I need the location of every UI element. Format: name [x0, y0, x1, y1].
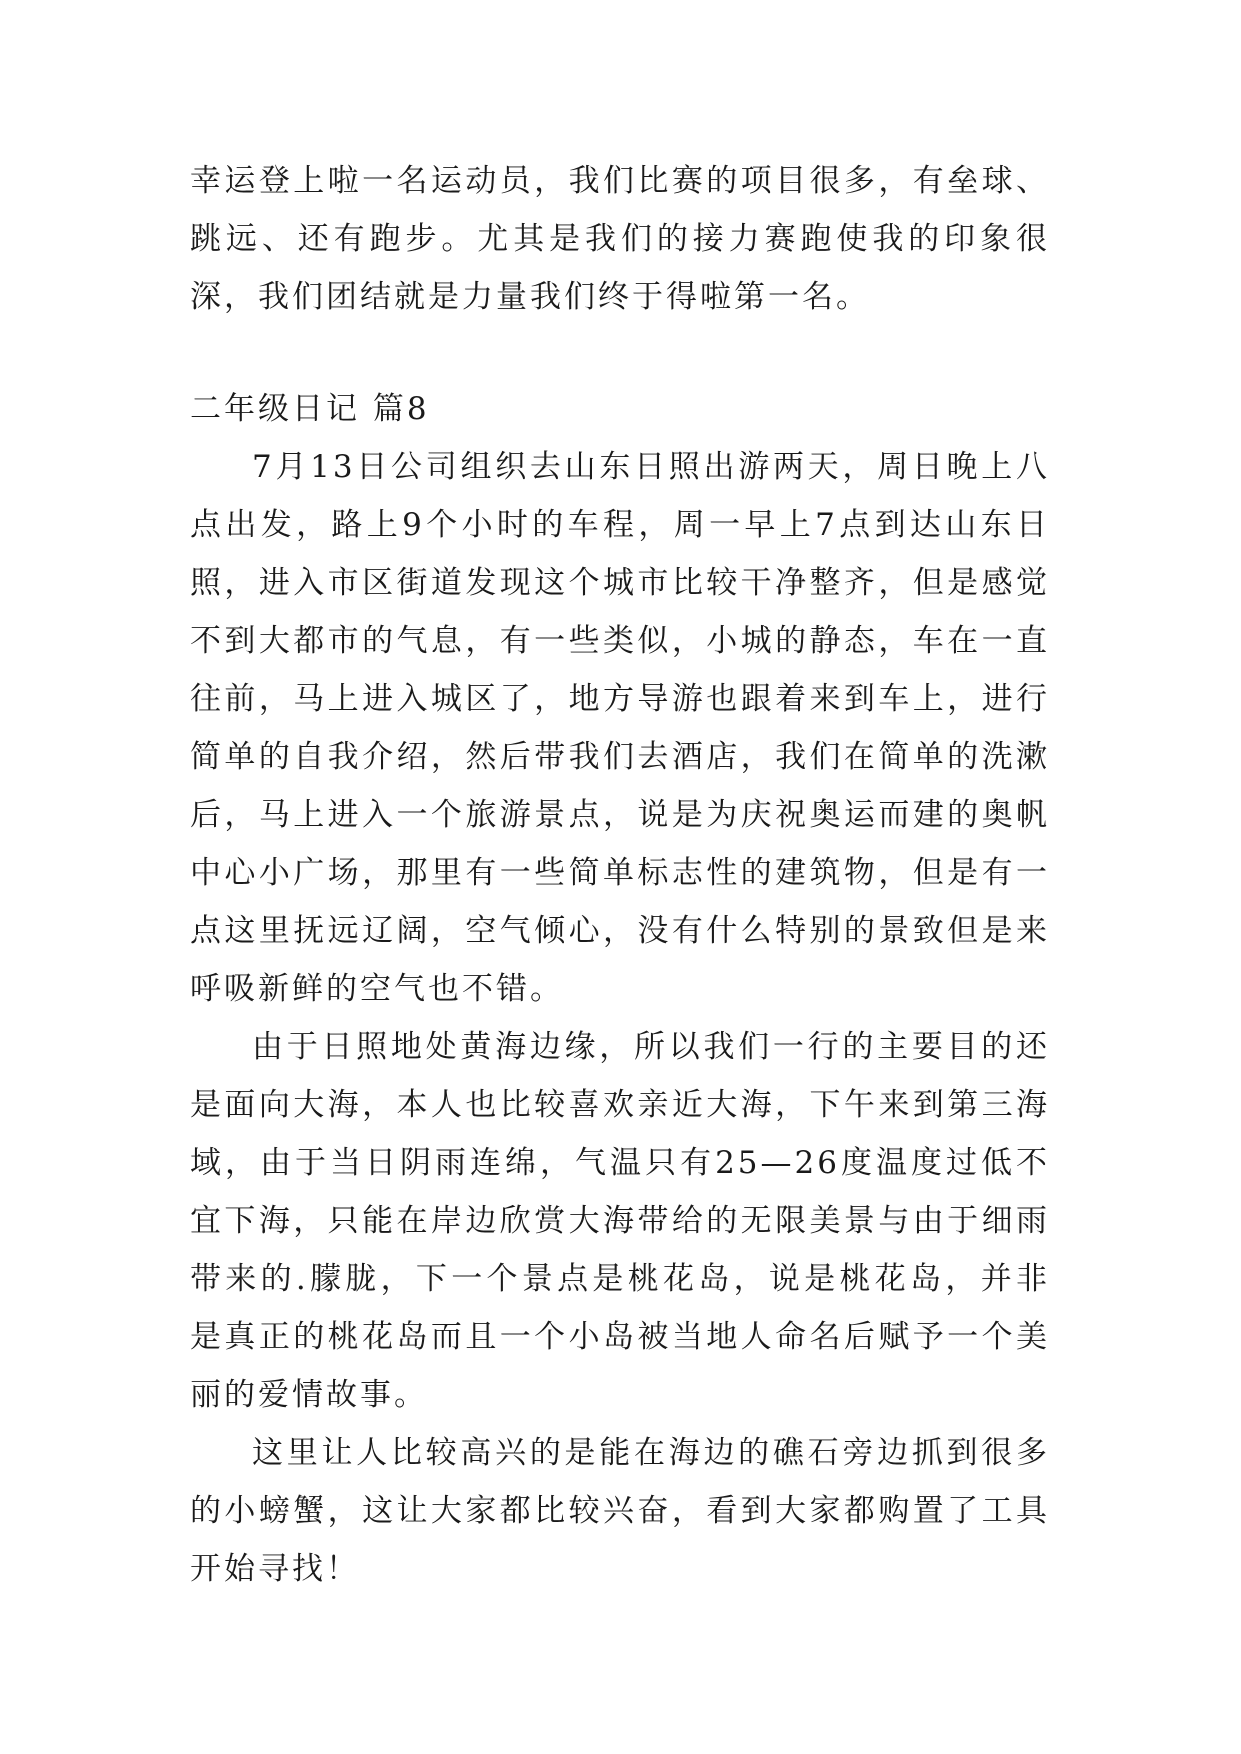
document-body — [190, 152, 1050, 1598]
body-paragraph: 由于日照地处黄海边缘，所以我们一行的主要目的还是面向大海，本人也比较喜欢亲近大海，下午来到第三海域，由于当日阴雨连绵，气温只有25—26度温度过低不宜下海，只能在岸边欣赏大海带给的无限美景与由于细雨带来的.朦胧，下一个景点是桃花岛，说是桃花岛，并非是真正的桃花岛而且一个小岛被当地人命名后赋予一个美丽的爱情故事。 — [190, 1029, 1050, 1413]
section-heading: 二年级日记 篇8 — [190, 391, 430, 427]
body-paragraph: 这里让人比较高兴的是能在海边的礁石旁边抓到很多的小螃蟹，这让大家都比较兴奋，看到大家都购置了工具开始寻找！ — [190, 1435, 1050, 1587]
continued-paragraph: 幸运登上啦一名运动员，我们比赛的项目很多，有垒球、跳远、还有跑步。尤其是我们的接力赛跑使我的印象很深，我们团结就是力量我们终于得啦第一名。 — [190, 163, 1050, 315]
body-paragraph: 7月13日公司组织去山东日照出游两天，周日晚上八点出发，路上9个小时的车程，周一早上7点到达山东日照，进入市区街道发现这个城市比较干净整齐，但是感觉不到大都市的气息，有一些类似，小城的静态，车在一直往前，马上进入城区了，地方导游也跟着来到车上，进行简单的自我介绍，然后带我们去酒店，我们在简单的洗漱后，马上进入一个旅游景点，说是为庆祝奥运而建的奥帆中心小广场，那里有一些简单标志性的建筑物，但是有一点这里抚远辽阔，空气倾心，没有什么特别的景致但是来呼吸新鲜的空气也不错。 — [190, 449, 1050, 1007]
